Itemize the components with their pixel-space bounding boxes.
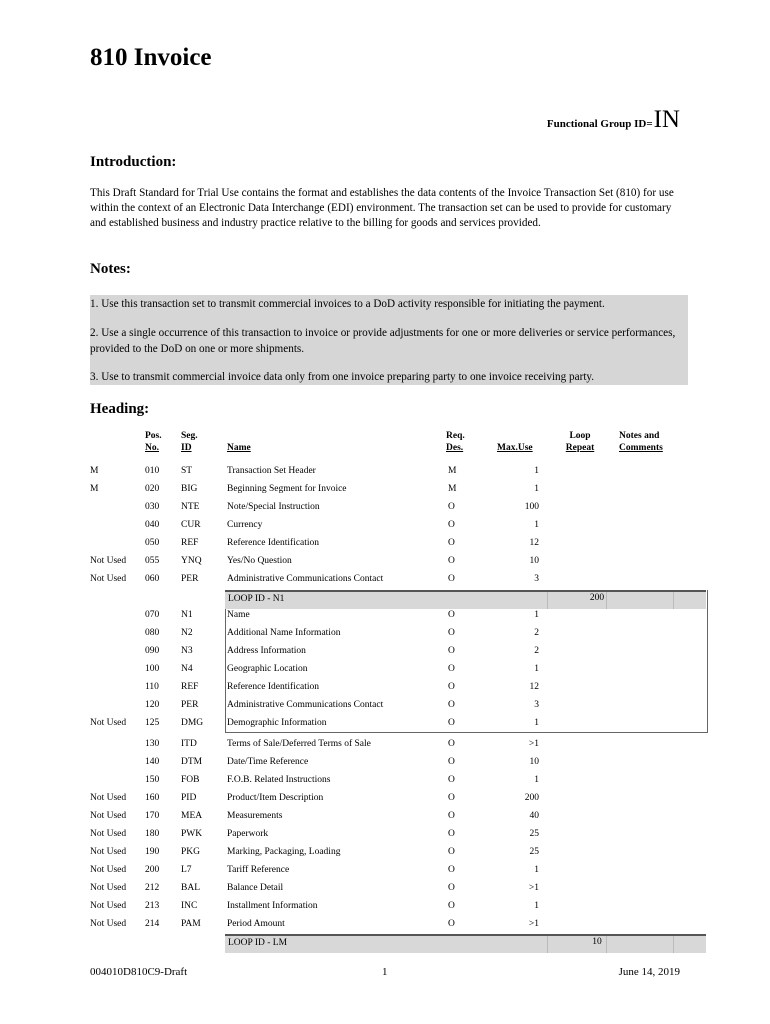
col-header-name: Name (227, 443, 251, 453)
segment-name: Transaction Set Header (227, 466, 316, 476)
segment-max-use: 12 (529, 538, 539, 548)
segment-requirement: O (448, 664, 455, 674)
loop-n1-header (225, 590, 706, 609)
segment-max-use: 1 (534, 865, 539, 875)
segment-usage: Not Used (90, 883, 127, 893)
segment-id: N2 (181, 628, 193, 638)
segment-name: Marking, Packaging, Loading (227, 847, 341, 857)
segment-requirement: O (448, 865, 455, 875)
segment-requirement: O (448, 883, 455, 893)
segment-usage: M (90, 484, 99, 494)
segment-name: Demographic Information (227, 718, 327, 728)
segment-usage: Not Used (90, 718, 127, 728)
segment-id: PER (181, 700, 199, 710)
segment-name: Beginning Segment for Invoice (227, 484, 347, 494)
segment-max-use: 25 (529, 829, 539, 839)
note-item: 3. Use to transmit commercial invoice data only from one invoice preparing party to one invoice receiving party. (90, 371, 595, 383)
segment-usage: Not Used (90, 574, 127, 584)
segment-name: Yes/No Question (227, 556, 292, 566)
footer-page-number: 1 (382, 966, 388, 978)
table-row (0, 556, 770, 573)
table-row (0, 610, 770, 627)
segment-name: Date/Time Reference (227, 757, 309, 767)
segment-id: DTM (181, 757, 203, 767)
segment-id: PID (181, 793, 197, 803)
segment-id: BAL (181, 883, 200, 893)
segment-name: Address Information (227, 646, 306, 656)
segment-position: 213 (145, 901, 160, 911)
segment-usage: M (90, 466, 99, 476)
table-row (0, 646, 770, 663)
table-row (0, 682, 770, 699)
segment-usage: Not Used (90, 919, 127, 929)
segment-requirement: O (448, 682, 455, 692)
loop-lm-repeat: 10 (592, 937, 602, 947)
col-header-notes: Notes and Comments (619, 431, 663, 453)
footer-date: June 14, 2019 (618, 966, 680, 978)
segment-position: 090 (145, 646, 160, 656)
footer-document-id: 004010D810C9-Draft (90, 966, 188, 978)
segment-id: YNQ (181, 556, 202, 566)
segment-name: Geographic Location (227, 664, 308, 674)
segment-position: 080 (145, 628, 160, 638)
segment-max-use: 100 (524, 502, 539, 512)
segment-requirement: O (448, 739, 455, 749)
col-header-max-use: Max.Use (497, 443, 533, 453)
introduction-heading: Introduction: (90, 154, 177, 170)
loop-lm-header (225, 934, 706, 953)
segment-position: 050 (145, 538, 160, 548)
segment-name: Additional Name Information (227, 628, 341, 638)
segment-name: Tariff Reference (227, 865, 290, 875)
loop-n1-label: LOOP ID - N1 (228, 594, 285, 604)
segment-max-use: 1 (534, 610, 539, 620)
table-row (0, 628, 770, 645)
functional-group-id (547, 106, 680, 134)
segment-name: Administrative Communications Contact (227, 700, 384, 710)
segment-max-use: 1 (534, 901, 539, 911)
segment-requirement: M (448, 466, 457, 476)
segment-id: L7 (181, 865, 192, 875)
segment-requirement: O (448, 757, 455, 767)
segment-name: Installment Information (227, 901, 318, 911)
segment-usage: Not Used (90, 901, 127, 911)
segment-name: Product/Item Description (227, 793, 324, 803)
segment-max-use: 2 (534, 646, 539, 656)
segment-requirement: O (448, 574, 455, 584)
segment-requirement: O (448, 556, 455, 566)
segment-name: Balance Detail (227, 883, 284, 893)
segment-position: 150 (145, 775, 160, 785)
segment-position: 120 (145, 700, 160, 710)
segment-name: Reference Identification (227, 682, 320, 692)
segment-name: Measurements (227, 811, 283, 821)
segment-max-use: 1 (534, 466, 539, 476)
segment-requirement: O (448, 811, 455, 821)
segment-position: 100 (145, 664, 160, 674)
notes-heading: Notes: (90, 261, 131, 277)
segment-name: Name (227, 610, 250, 620)
segment-requirement: O (448, 793, 455, 803)
segment-requirement: O (448, 718, 455, 728)
segment-id: N3 (181, 646, 193, 656)
col-header-req: Req. Des. (446, 431, 465, 453)
table-row (0, 829, 770, 846)
table-row (0, 775, 770, 792)
segment-max-use: 3 (534, 700, 539, 710)
segment-max-use: >1 (528, 883, 539, 893)
segment-usage: Not Used (90, 829, 127, 839)
segment-usage: Not Used (90, 847, 127, 857)
table-row (0, 538, 770, 555)
page-title: 810 Invoice (90, 44, 212, 71)
segment-id: PKG (181, 847, 201, 857)
col-header-loop-repeat: Loop Repeat (565, 431, 595, 453)
segment-requirement: O (448, 775, 455, 785)
table-row (0, 574, 770, 591)
segment-position: 180 (145, 829, 160, 839)
heading-section-title: Heading: (90, 401, 150, 417)
table-row (0, 664, 770, 681)
segment-max-use: 1 (534, 718, 539, 728)
segment-name: Reference Identification (227, 538, 320, 548)
segment-id: PAM (181, 919, 201, 929)
segment-max-use: 2 (534, 628, 539, 638)
segment-id: MEA (181, 811, 203, 821)
table-row (0, 484, 770, 501)
segment-name: Terms of Sale/Deferred Terms of Sale (227, 739, 371, 749)
segment-max-use: 1 (534, 775, 539, 785)
segment-name: Note/Special Instruction (227, 502, 320, 512)
segment-requirement: O (448, 901, 455, 911)
table-row (0, 847, 770, 864)
segment-position: 140 (145, 757, 160, 767)
col-header-pos: Pos. No. (145, 431, 162, 453)
segment-requirement: O (448, 829, 455, 839)
table-row (0, 865, 770, 882)
table-row (0, 466, 770, 483)
table-row (0, 502, 770, 519)
segment-position: 130 (145, 739, 160, 749)
segment-id: N4 (181, 664, 193, 674)
segment-id: INC (181, 901, 198, 911)
segment-name: Period Amount (227, 919, 285, 929)
segment-requirement: O (448, 628, 455, 638)
table-row (0, 739, 770, 756)
segment-position: 190 (145, 847, 160, 857)
segment-max-use: 12 (529, 682, 539, 692)
segment-max-use: 200 (524, 793, 539, 803)
segment-id: DMG (181, 718, 204, 728)
segment-id: FOB (181, 775, 200, 785)
segment-max-use: 10 (529, 556, 539, 566)
segment-usage: Not Used (90, 811, 127, 821)
table-row (0, 793, 770, 810)
segment-position: 214 (145, 919, 160, 929)
segment-max-use: 10 (529, 757, 539, 767)
functional-group-value: IN (653, 106, 680, 133)
notes-box (90, 295, 688, 385)
segment-max-use: 1 (534, 484, 539, 494)
segment-id: CUR (181, 520, 201, 530)
segment-position: 010 (145, 466, 160, 476)
segment-max-use: 1 (534, 520, 539, 530)
segment-max-use: 3 (534, 574, 539, 584)
segment-requirement: O (448, 919, 455, 929)
segment-requirement: O (448, 538, 455, 548)
segment-position: 040 (145, 520, 160, 530)
segment-name: Paperwork (227, 829, 269, 839)
segment-max-use: 1 (534, 664, 539, 674)
segment-requirement: O (448, 610, 455, 620)
segment-id: ITD (181, 739, 197, 749)
note-item: 1. Use this transaction set to transmit commercial invoices to a DoD activity responsible for initiating the payment. (90, 298, 605, 310)
table-row (0, 700, 770, 717)
segment-usage: Not Used (90, 556, 127, 566)
segment-max-use: >1 (528, 739, 539, 749)
segment-position: 200 (145, 865, 160, 875)
segment-position: 125 (145, 718, 160, 728)
segment-position: 212 (145, 883, 160, 893)
segment-id: PER (181, 574, 199, 584)
segment-id: N1 (181, 610, 193, 620)
segment-position: 170 (145, 811, 160, 821)
segment-position: 160 (145, 793, 160, 803)
segment-position: 070 (145, 610, 160, 620)
segment-max-use: >1 (528, 919, 539, 929)
segment-max-use: 25 (529, 847, 539, 857)
loop-lm-label: LOOP ID - LM (228, 938, 288, 948)
segment-name: Administrative Communications Contact (227, 574, 384, 584)
segment-id: NTE (181, 502, 200, 512)
segment-usage: Not Used (90, 793, 127, 803)
segment-requirement: M (448, 484, 457, 494)
table-row (0, 901, 770, 918)
segment-id: ST (181, 466, 193, 476)
loop-n1-repeat: 200 (589, 593, 605, 603)
segment-requirement: O (448, 646, 455, 656)
segment-id: REF (181, 538, 199, 548)
segment-requirement: O (448, 847, 455, 857)
segment-id: BIG (181, 484, 198, 494)
segment-max-use: 40 (529, 811, 539, 821)
segment-requirement: O (448, 700, 455, 710)
table-row (0, 811, 770, 828)
segment-requirement: O (448, 520, 455, 530)
segment-usage: Not Used (90, 865, 127, 875)
segment-name: F.O.B. Related Instructions (227, 775, 331, 785)
table-row (0, 718, 770, 735)
segment-position: 055 (145, 556, 160, 566)
segment-id: PWK (181, 829, 203, 839)
note-item: 2. Use a single occurrence of this transaction to invoice or provide adjustments for one or more deliveries or service performances, provided to the DoD on one or more shipments. (90, 327, 676, 355)
col-header-seg: Seg. ID (181, 431, 198, 453)
functional-group-label: Functional Group ID= (546, 118, 653, 130)
table-row (0, 757, 770, 774)
segment-position: 030 (145, 502, 160, 512)
table-row (0, 883, 770, 900)
segment-position: 110 (145, 682, 159, 692)
segment-requirement: O (448, 502, 455, 512)
introduction-text: This Draft Standard for Trial Use contains the format and establishes the data contents of the Invoice Transaction Set (810) for use within the context of an Electronic Data Interchange (EDI) environment. The transaction set can be used to provide for customary and established business and industry practice relative to the billing for goods and services provided. (90, 187, 674, 229)
segment-name: Currency (227, 520, 263, 530)
segment-position: 020 (145, 484, 160, 494)
segment-id: REF (181, 682, 199, 692)
table-row (0, 520, 770, 537)
segment-position: 060 (145, 574, 160, 584)
